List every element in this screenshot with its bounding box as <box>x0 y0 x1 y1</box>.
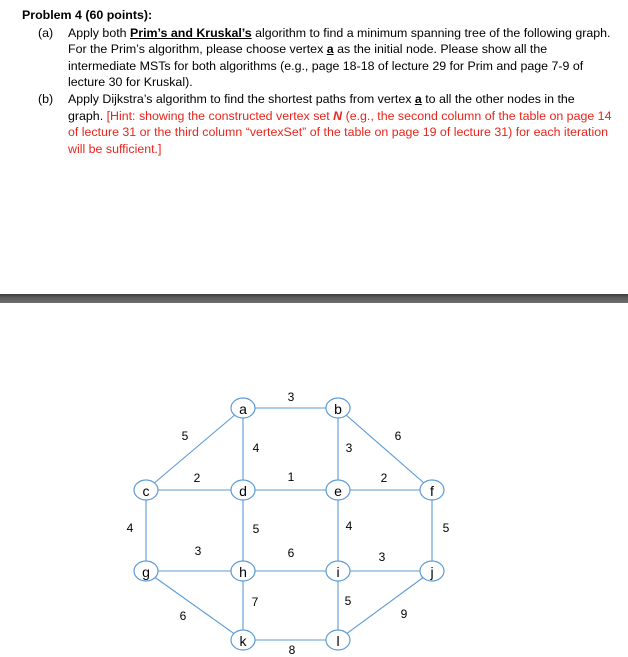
node-f <box>420 480 444 500</box>
edge-weight-j-l: 9 <box>400 607 408 621</box>
node-label-h: h <box>239 564 247 580</box>
node-label-b: b <box>334 401 342 417</box>
edge-weight-c-g: 4 <box>126 521 134 535</box>
part-a-text-3: as the initial node. Please show all the intermediate MSTs for both algorithms (e.g., page 18-18 of lecture 29 for Prim and page 7-9 of lecture 30 for Kruskal). <box>68 42 584 90</box>
edge-weight-h-i: 6 <box>287 546 295 560</box>
node-b <box>326 398 350 418</box>
part-b-hint-set: N <box>333 108 343 123</box>
edge-weight-d-e: 1 <box>287 470 295 484</box>
part-b-hint-1: [Hint: showing the constructed vertex set <box>106 108 334 123</box>
node-label-j: j <box>430 564 434 580</box>
edge-weight-g-h: 3 <box>194 544 202 558</box>
edge-weight-i-j: 3 <box>378 550 386 564</box>
graph-edge-weights <box>127 390 450 657</box>
edge-g-k <box>146 571 243 640</box>
node-label-g: g <box>142 564 150 580</box>
node-label-l: l <box>336 633 340 649</box>
graph-figure <box>0 303 628 657</box>
part-b-hint-2: (e.g., the second column of the table on page 14 of lecture 31 or the third column “vertexSet” of the table on page 19 of lecture 31) for each iteration will be sufficient.] <box>68 108 612 156</box>
part-b-text-1: Apply Dijkstra’s algorithm to find the shortest paths from vertex <box>68 91 415 106</box>
edge-weight-f-j: 5 <box>442 521 450 535</box>
edge-weight-e-i: 4 <box>345 519 353 533</box>
edge-weight-a-d: 4 <box>252 441 260 455</box>
edge-weight-c-d: 2 <box>193 471 201 485</box>
edge-weight-h-k: 7 <box>251 595 259 609</box>
part-a-algorithms: Prim’s and Kruskal’s <box>130 25 252 40</box>
node-l <box>326 630 350 650</box>
edge-j-l <box>338 571 432 640</box>
part-a-text-1: Apply both <box>68 25 130 40</box>
node-c <box>134 480 158 500</box>
problem-heading: Problem 4 (60 points): <box>22 8 153 22</box>
graph-edges <box>146 408 432 640</box>
edge-weight-a-b: 3 <box>287 390 295 404</box>
part-a-label: (a) <box>38 25 54 40</box>
edge-weight-e-f: 2 <box>380 471 388 485</box>
edge-weight-b-e: 3 <box>345 441 353 455</box>
part-b-text-2: to all the other nodes in the graph. <box>68 91 575 123</box>
part-a-start-vertex: a <box>326 42 334 57</box>
node-label-e: e <box>334 483 342 499</box>
node-a <box>231 398 255 418</box>
node-d <box>231 480 255 500</box>
edge-weight-a-c: 5 <box>181 429 189 443</box>
part-b-start-vertex: a <box>414 91 422 106</box>
node-label-k: k <box>239 633 247 649</box>
node-e <box>326 480 350 500</box>
node-label-a: a <box>239 401 247 417</box>
node-i <box>326 561 350 581</box>
part-b <box>22 91 612 157</box>
node-label-f: f <box>430 483 434 499</box>
node-label-i: i <box>336 564 340 580</box>
part-a <box>22 25 612 91</box>
problem-statement <box>22 7 612 157</box>
part-a-text-2: algorithm to find a minimum spanning tree of the following graph. For the Prim’s algorithm, please choose vertex <box>68 25 611 57</box>
node-k <box>231 630 255 650</box>
node-j <box>420 561 444 581</box>
node-h <box>231 561 255 581</box>
edge-weight-d-h: 5 <box>252 522 260 536</box>
edge-weight-b-f: 6 <box>394 429 402 443</box>
node-g <box>134 561 158 581</box>
edge-weight-g-k: 6 <box>179 609 187 623</box>
edge-weight-i-l: 5 <box>344 594 352 608</box>
node-label-d: d <box>239 483 247 499</box>
section-divider <box>0 294 628 303</box>
edge-weight-k-l: 8 <box>288 643 296 657</box>
part-b-label: (b) <box>38 91 54 106</box>
node-label-c: c <box>142 483 150 499</box>
